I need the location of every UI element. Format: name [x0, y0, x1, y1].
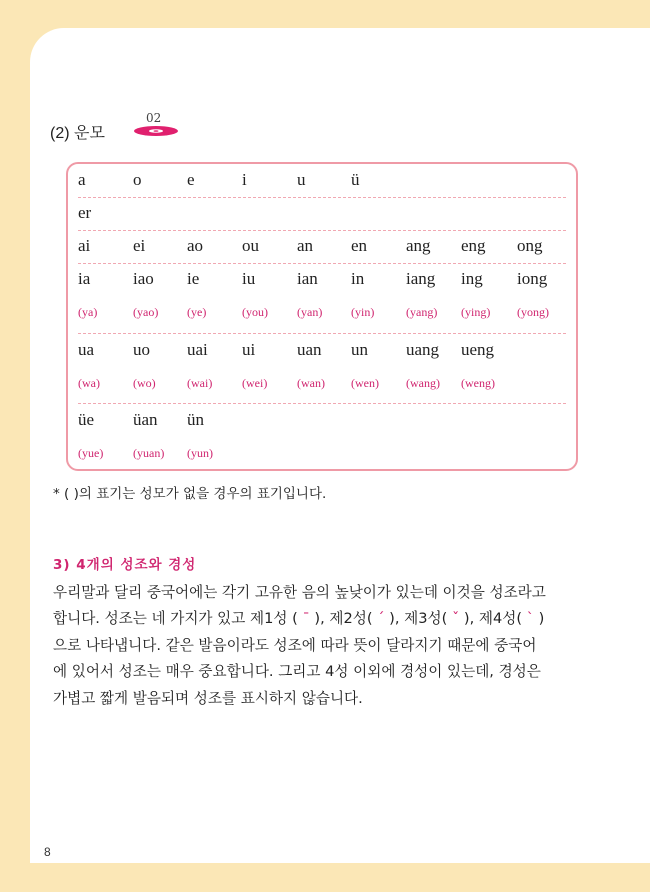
- paragraph-line: [53, 659, 603, 685]
- paragraph-line: [53, 686, 603, 712]
- final-alternate: (wei): [242, 376, 268, 390]
- final-alternate: (ya): [78, 305, 98, 319]
- tones-heading: 3) 4개의 성조와 경성: [53, 557, 197, 573]
- row-divider: [78, 403, 566, 404]
- final-cell: i: [242, 170, 247, 189]
- final-cell: ei: [133, 236, 146, 255]
- final-cell: iong: [517, 269, 548, 288]
- final-cell: ao: [187, 236, 204, 255]
- final-cell: ui: [242, 340, 256, 359]
- tone-mark: ˋ: [526, 610, 534, 628]
- finals-table: [66, 162, 578, 471]
- final-cell: uang: [406, 340, 440, 359]
- tone-mark: ˊ: [377, 610, 385, 628]
- final-cell: üe: [78, 410, 95, 429]
- final-cell: ong: [517, 236, 543, 255]
- final-cell: er: [78, 203, 92, 222]
- final-alternate: (wo): [133, 376, 156, 390]
- tones-paragraph: [53, 580, 603, 712]
- final-alternate: (weng): [461, 376, 495, 390]
- final-alternate: (you): [242, 305, 268, 319]
- final-alternate: (wai): [187, 376, 213, 390]
- paragraph-text: ), 제3성(: [384, 610, 452, 628]
- final-alternate: (yun): [187, 446, 213, 460]
- final-alternate: (ying): [461, 305, 491, 319]
- final-alternate: (yin): [351, 305, 375, 319]
- tone-mark: ˉ: [302, 610, 310, 628]
- section-title: (2) 운모: [50, 125, 105, 142]
- final-cell: ü: [351, 170, 360, 189]
- final-cell: iang: [406, 269, 436, 288]
- final-cell: ang: [406, 236, 431, 255]
- row-divider: [78, 197, 566, 198]
- final-cell: ai: [78, 236, 91, 255]
- paragraph-text: 가볍고 짧게 발음되며 성조를 표시하지 않습니다.: [53, 689, 363, 707]
- row-divider: [78, 230, 566, 231]
- table-note: * ( )의 표기는 성모가 없을 경우의 표기입니다.: [53, 486, 327, 502]
- final-cell: un: [351, 340, 368, 359]
- paragraph-text: 합니다. 성조는 네 가지가 있고 제1성 (: [53, 610, 303, 628]
- final-cell: iao: [133, 269, 154, 288]
- paragraph-text: ): [533, 610, 545, 628]
- final-alternate: (yue): [78, 446, 104, 460]
- final-cell: ün: [187, 410, 204, 429]
- paragraph-line: [53, 633, 603, 659]
- final-alternate: (yang): [406, 305, 438, 319]
- paragraph-text: 에 있어서 성조는 매우 중요합니다. 그리고 4성 이외에 경성이 있는데, 경성은: [53, 663, 541, 681]
- final-cell: a: [78, 170, 86, 189]
- final-cell: uo: [133, 340, 150, 359]
- final-alternate: (yao): [133, 305, 159, 319]
- final-cell: ing: [461, 269, 483, 288]
- paragraph-text: ), 제2성(: [309, 610, 378, 628]
- final-cell: ua: [78, 340, 95, 359]
- final-cell: iu: [242, 269, 256, 288]
- paragraph-line: [53, 606, 603, 632]
- final-cell: en: [351, 236, 368, 255]
- final-cell: ia: [78, 269, 91, 288]
- final-cell: ueng: [461, 340, 495, 359]
- final-cell: o: [133, 170, 142, 189]
- final-alternate: (wa): [78, 376, 100, 390]
- final-cell: uai: [187, 340, 208, 359]
- paragraph-text: ), 제4성(: [459, 610, 527, 628]
- row-divider: [78, 333, 566, 334]
- final-alternate: (yong): [517, 305, 549, 319]
- final-cell: u: [297, 170, 306, 189]
- final-cell: üan: [133, 410, 158, 429]
- final-cell: in: [351, 269, 365, 288]
- cd-track-number: 02: [146, 111, 162, 125]
- paragraph-line: [53, 580, 603, 606]
- final-alternate: (yuan): [133, 446, 165, 460]
- page-number: 8: [44, 845, 51, 859]
- final-cell: an: [297, 236, 314, 255]
- final-alternate: (ye): [187, 305, 207, 319]
- final-alternate: (wen): [351, 376, 379, 390]
- final-cell: eng: [461, 236, 486, 255]
- final-alternate: (wan): [297, 376, 325, 390]
- final-cell: ie: [187, 269, 200, 288]
- final-cell: ou: [242, 236, 259, 255]
- final-alternate: (wang): [406, 376, 440, 390]
- final-cell: e: [187, 170, 195, 189]
- paragraph-text: 우리말과 달리 중국어에는 각기 고유한 음의 높낮이가 있는데 이것을 성조라고: [53, 584, 546, 601]
- row-divider: [78, 263, 566, 264]
- final-cell: uan: [297, 340, 322, 359]
- paragraph-text: 으로 나타냅니다. 같은 발음이라도 성조에 따라 뜻이 달라지기 때문에 중국어: [53, 636, 537, 654]
- tone-mark: ˇ: [451, 610, 460, 628]
- final-alternate: (yan): [297, 305, 323, 319]
- final-cell: ian: [297, 269, 318, 288]
